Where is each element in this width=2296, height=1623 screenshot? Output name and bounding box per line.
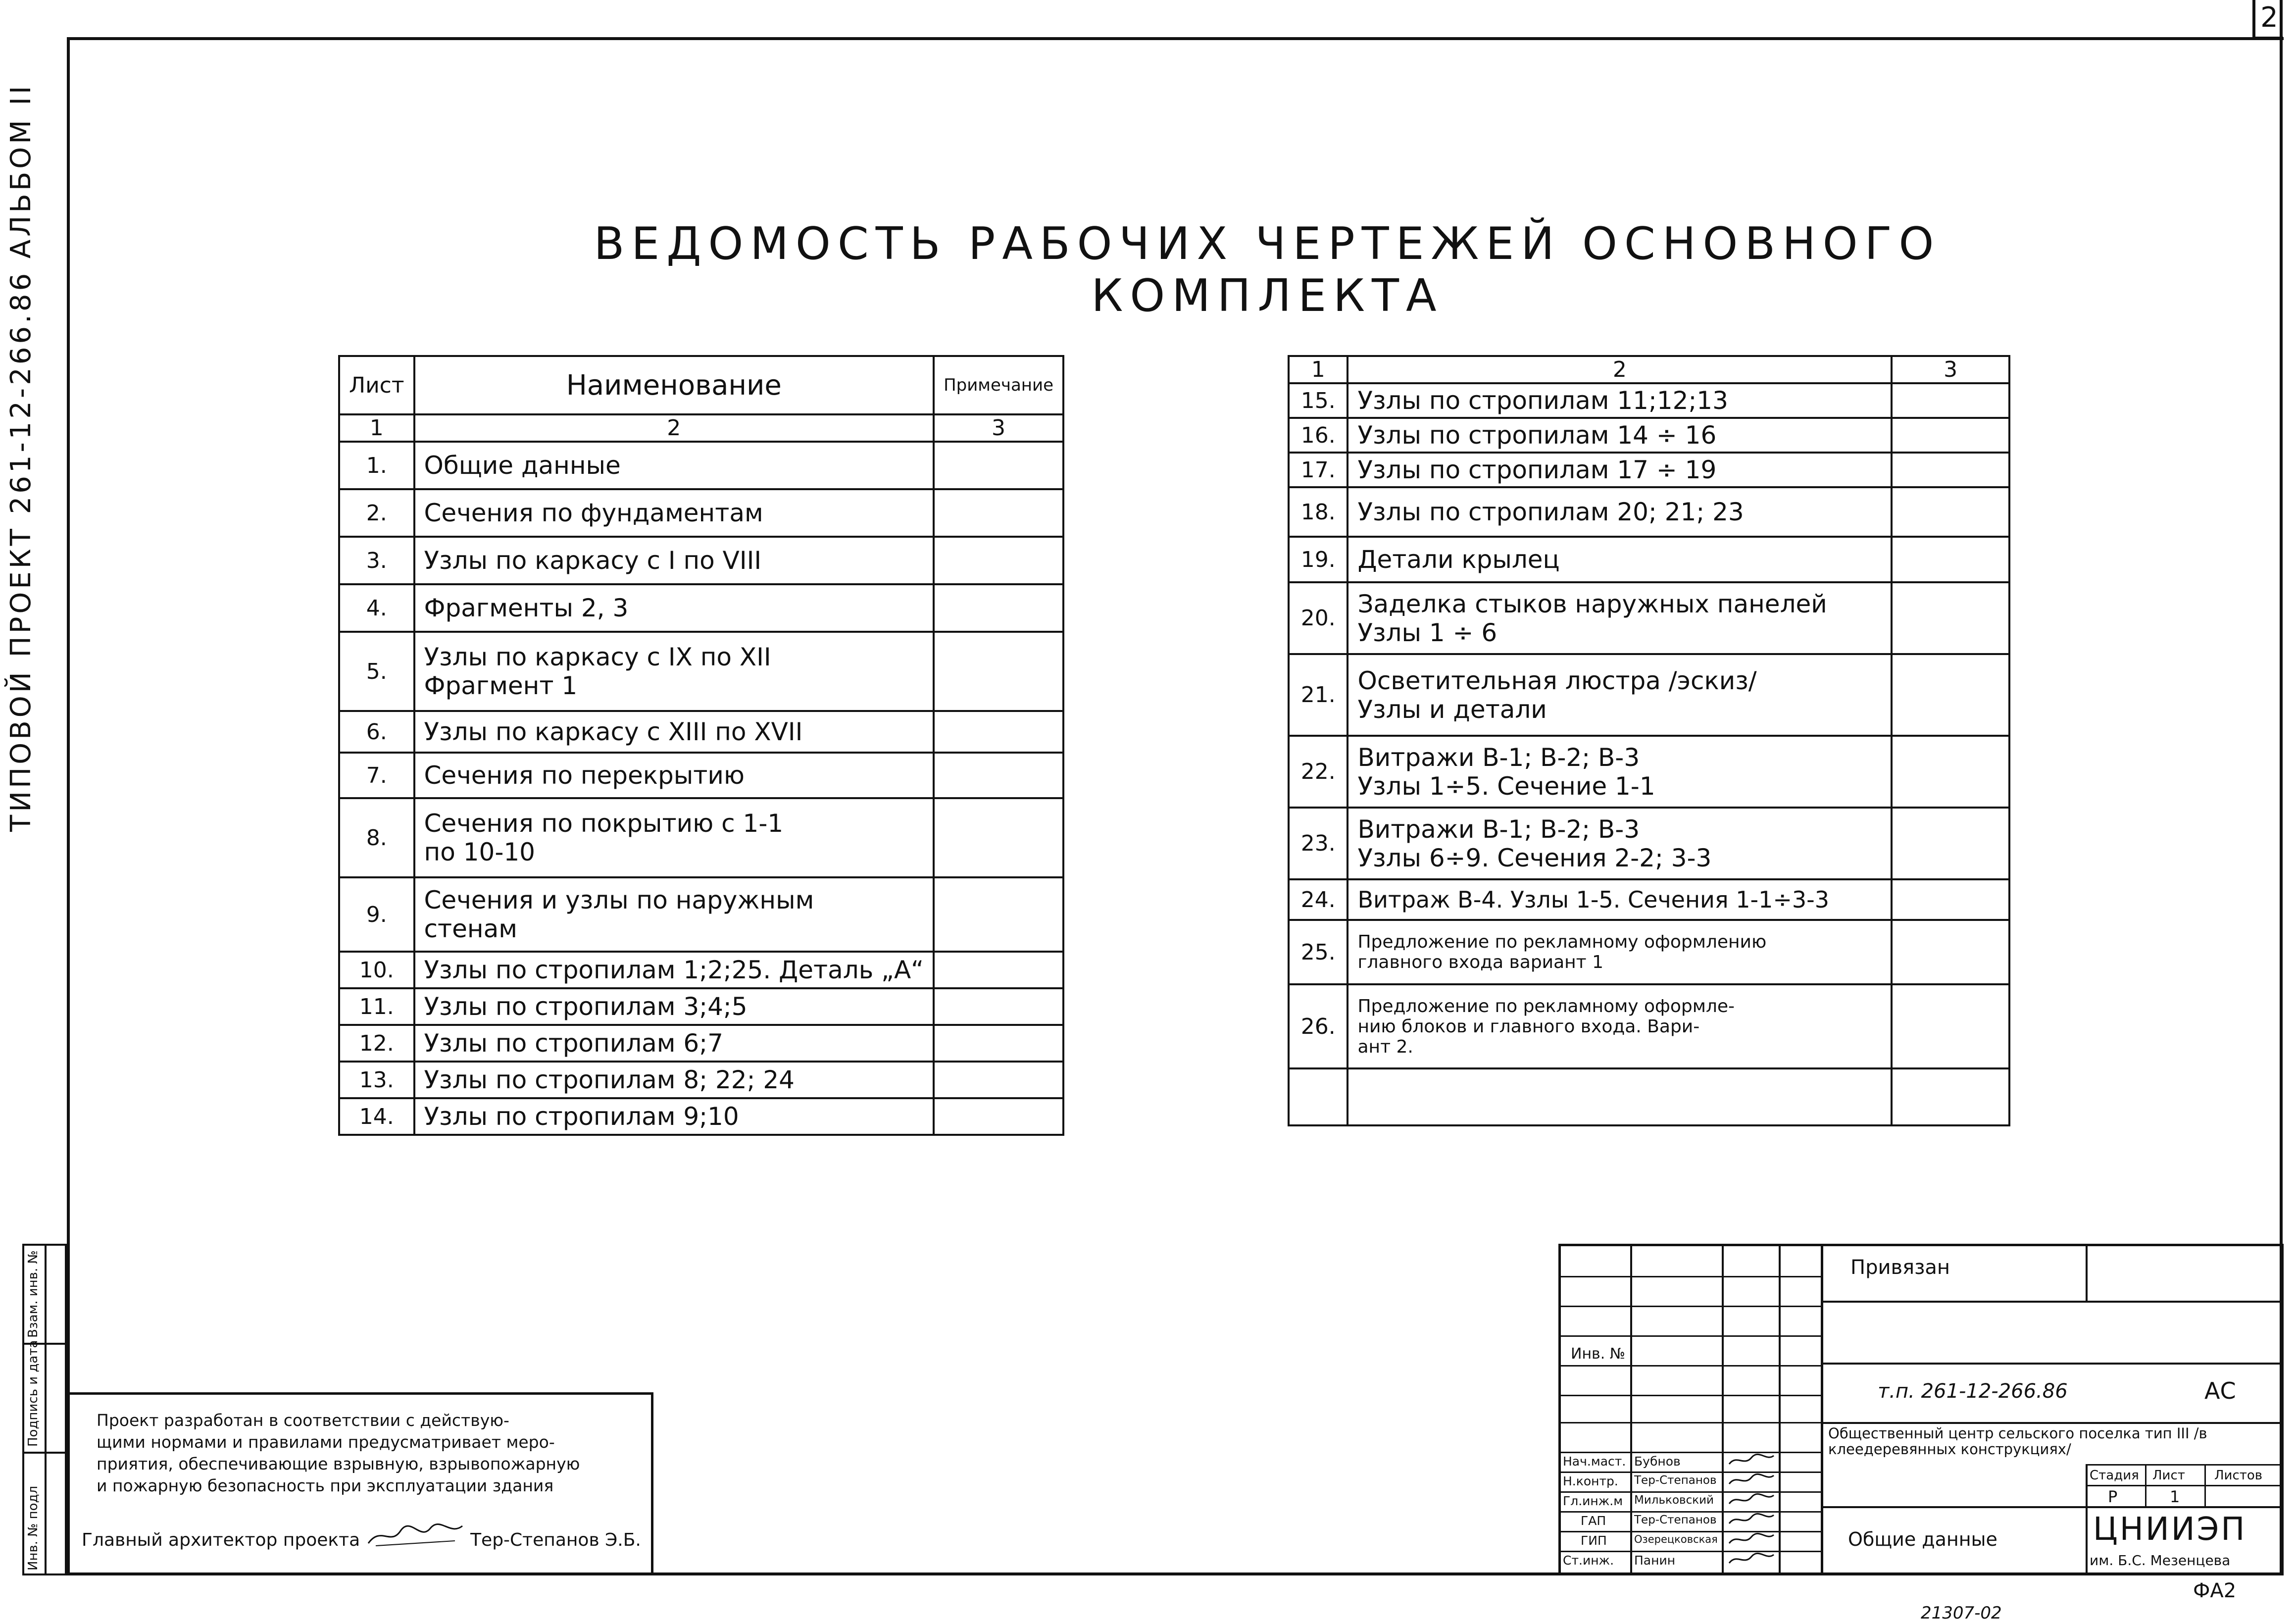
project-code: т.п. 261-12-266.86 — [1878, 1380, 2068, 1403]
row-number: 5. — [339, 632, 414, 711]
row-note — [1892, 984, 2009, 1068]
organization-name: ЦНИИЭП — [2093, 1511, 2247, 1548]
role-name: Мильковский — [1634, 1494, 1714, 1507]
table-row — [339, 877, 1063, 952]
table-row — [339, 952, 1063, 988]
row-name: Узлы по стропилам 6;7 — [414, 1025, 934, 1062]
side-col-sign: Подпись и дата — [26, 1340, 41, 1447]
table-row — [1289, 879, 2009, 920]
role-label: Ст.инж. — [1563, 1553, 1614, 1568]
role-name: Тер-Степанов — [1634, 1514, 1717, 1526]
row-note — [1892, 879, 2009, 920]
table-row — [339, 489, 1063, 537]
row-name: Общие данные — [414, 442, 934, 489]
row-note — [934, 537, 1063, 584]
row-note — [1892, 920, 2009, 984]
row-note — [1892, 453, 2009, 487]
table-row — [1289, 582, 2009, 654]
row-name: Детали крылец — [1348, 537, 1892, 582]
table-row — [339, 1098, 1063, 1135]
row-number: 12. — [339, 1025, 414, 1062]
row-note — [934, 711, 1063, 753]
chief-architect-label: Главный архитектор проекта — [82, 1530, 360, 1550]
row-note — [934, 952, 1063, 988]
right-drawings-table — [1288, 355, 2010, 1126]
table-row — [339, 584, 1063, 632]
row-name: Осветительная люстра /эскиз/ — [1357, 666, 1757, 695]
row-note — [934, 489, 1063, 537]
col-header-note: Примечание — [934, 356, 1063, 414]
role-name: Тер-Степанов — [1634, 1474, 1717, 1487]
table-row — [1289, 487, 2009, 537]
row-number: 20. — [1289, 582, 1348, 654]
table-row — [1289, 383, 2009, 418]
stage-value: Р — [2108, 1487, 2118, 1506]
role-label: Н.контр. — [1563, 1474, 1618, 1488]
chief-architect-name: Тер-Степанов Э.Б. — [470, 1530, 641, 1550]
left-drawings-table — [338, 355, 1064, 1136]
row-number — [1289, 1068, 1348, 1125]
row-name-line2: Узлы и детали — [1357, 695, 1547, 724]
row-number: 2. — [339, 489, 414, 537]
table-row — [1289, 808, 2009, 879]
table-row — [339, 711, 1063, 753]
table-row — [1289, 453, 2009, 487]
row-number: 25. — [1289, 920, 1348, 984]
row-name-line2: Узлы 6÷9. Сечения 2-2; 3-3 — [1357, 843, 1712, 872]
side-col-replace: Взам. инв. № — [26, 1250, 41, 1338]
sheets-label: Листов — [2214, 1468, 2263, 1483]
row-name: Сечения по фундаментам — [414, 489, 934, 537]
role-name: Озерецковская — [1634, 1533, 1718, 1545]
col-header-sheet: Лист — [339, 356, 414, 414]
col-header-name: Наименование — [414, 356, 934, 414]
row-number: 13. — [339, 1062, 414, 1098]
stage-label: Стадия — [2090, 1468, 2139, 1483]
table-row — [339, 1062, 1063, 1098]
sheet-title: Общие данные — [1848, 1528, 1997, 1550]
row-name-line2: Фрагмент 1 — [424, 671, 578, 700]
page-title: ВЕДОМОСТЬ РАБОЧИХ ЧЕРТЕЖЕЙ ОСНОВНОГО КОМПЛЕКТА — [594, 218, 1941, 322]
row-number: 1. — [339, 442, 414, 489]
row-name: Витражи В-1; В-2; В-3 — [1357, 814, 1640, 844]
row-note — [934, 753, 1063, 798]
row-number: 22. — [1289, 736, 1348, 808]
safety-note-text: Проект разработан в соответствии с действую- щими нормами и правилами предусматривает меро- приятия, обеспечивающие взрывную, взрывопожарную и пожарную безопасность при эксплуатации здания — [97, 1411, 580, 1495]
table-row — [339, 798, 1063, 877]
row-number: 17. — [1289, 453, 1348, 487]
safety-note-box — [67, 1392, 653, 1575]
table-row — [339, 753, 1063, 798]
stamp-signatures-icon — [1727, 1452, 1776, 1573]
sheet-label: Лист — [2152, 1468, 2185, 1483]
table-header-row — [339, 356, 1063, 414]
organization-subtitle: им. Б.С. Мезенцева — [2090, 1552, 2231, 1569]
row-number: 6. — [339, 711, 414, 753]
table-row — [1289, 537, 2009, 582]
row-number: 8. — [339, 798, 414, 877]
row-note — [1892, 1068, 2009, 1125]
row-name-line2: Узлы 1÷5. Сечение 1-1 — [1357, 771, 1655, 801]
row-note — [934, 877, 1063, 952]
side-inventory-strip — [0, 1244, 67, 1575]
row-name: Фрагменты 2, 3 — [414, 584, 934, 632]
row-name: Узлы по каркасу с XIII по XVII — [414, 711, 934, 753]
role-name: Бубнов — [1634, 1454, 1681, 1469]
table-row — [1289, 654, 2009, 736]
row-name-line2: нию блоков и главного входа. Вари- — [1357, 1016, 1700, 1037]
row-number: 4. — [339, 584, 414, 632]
col-number: 1 — [339, 414, 414, 442]
row-name: Сечения по покрытию с 1-1 — [424, 809, 784, 838]
row-name: Узлы по стропилам 9;10 — [414, 1098, 934, 1135]
row-name: Витраж В-4. Узлы 1-5. Сечения 1-1÷3-3 — [1348, 879, 1892, 920]
col-number: 1 — [1289, 356, 1348, 383]
row-name: Узлы по стропилам 17 ÷ 19 — [1348, 453, 1892, 487]
row-number: 16. — [1289, 418, 1348, 453]
row-name-line2: по 10-10 — [424, 838, 535, 866]
row-name: Узлы по стропилам 3;4;5 — [414, 988, 934, 1025]
row-name: Сечения и узлы по наружным — [424, 886, 814, 914]
table-row — [1289, 736, 2009, 808]
row-note — [934, 1062, 1063, 1098]
row-note — [1892, 383, 2009, 418]
row-name: Сечения по перекрытию — [414, 753, 934, 798]
row-note — [934, 988, 1063, 1025]
project-title: Общественный центр сельского поселка тип III /в клеедеревянных конструкциях/ — [1828, 1425, 2207, 1458]
table-row — [339, 988, 1063, 1025]
table-row — [339, 537, 1063, 584]
chief-architect-line — [82, 1516, 641, 1550]
row-name: Узлы по стропилам 20; 21; 23 — [1348, 487, 1892, 537]
architect-signature-icon — [366, 1521, 465, 1551]
col-number: 2 — [414, 414, 934, 442]
col-number: 3 — [1892, 356, 2009, 383]
row-number: 9. — [339, 877, 414, 952]
row-note — [1892, 418, 2009, 453]
format-label: ФА2 — [2193, 1579, 2237, 1602]
row-note — [934, 1098, 1063, 1135]
inv-no-label: Инв. № — [1571, 1345, 1626, 1363]
row-number: 18. — [1289, 487, 1348, 537]
sheet-number-box — [2252, 0, 2283, 40]
col-number: 2 — [1348, 356, 1892, 383]
row-note — [934, 798, 1063, 877]
table-row — [339, 442, 1063, 489]
table-row — [1289, 920, 2009, 984]
row-name-line2: Узлы 1 ÷ 6 — [1357, 618, 1497, 647]
table-row — [339, 1025, 1063, 1062]
row-name: Узлы по стропилам 1;2;25. Деталь „А“ — [414, 952, 934, 988]
role-label: Нач.маст. — [1563, 1454, 1626, 1469]
col-number-row — [1289, 356, 2009, 383]
sheet-number: 2 — [2260, 1, 2278, 34]
row-number: 26. — [1289, 984, 1348, 1068]
role-name: Панин — [1634, 1553, 1676, 1568]
row-number: 23. — [1289, 808, 1348, 879]
row-note — [934, 1025, 1063, 1062]
row-name: Витражи В-1; В-2; В-3 — [1357, 743, 1640, 772]
row-number: 7. — [339, 753, 414, 798]
row-name: Узлы по стропилам 14 ÷ 16 — [1348, 418, 1892, 453]
row-note — [934, 442, 1063, 489]
sheet-value: 1 — [2170, 1487, 2180, 1506]
row-name: Узлы по стропилам 11;12;13 — [1348, 383, 1892, 418]
table-row — [1289, 1068, 2009, 1125]
col-number-row — [339, 414, 1063, 442]
title-block-stamp — [1558, 1244, 2284, 1575]
row-name: Предложение по рекламному оформле- — [1357, 996, 1735, 1016]
row-name-line2: главного входа вариант 1 — [1357, 952, 1603, 972]
row-name — [1348, 1068, 1892, 1125]
row-name: Предложение по рекламному оформлению — [1357, 932, 1767, 952]
row-note — [1892, 487, 2009, 537]
row-number: 10. — [339, 952, 414, 988]
row-name-line2: стенам — [424, 914, 517, 943]
row-number: 21. — [1289, 654, 1348, 736]
row-name: Узлы по каркасу с IX по XII — [424, 643, 771, 671]
row-number: 11. — [339, 988, 414, 1025]
row-note — [934, 584, 1063, 632]
section-code: АС — [2204, 1377, 2236, 1404]
role-label: ГАП — [1581, 1514, 1606, 1528]
row-name-line3: ант 2. — [1357, 1036, 1413, 1057]
table-row — [339, 632, 1063, 711]
row-name: Заделка стыков наружных панелей — [1357, 589, 1827, 618]
row-note — [1892, 736, 2009, 808]
side-col-inv: Инв. № подл — [26, 1485, 41, 1571]
row-note — [934, 632, 1063, 711]
table-row — [1289, 984, 2009, 1068]
role-label: ГИП — [1581, 1533, 1607, 1548]
row-name: Узлы по стропилам 8; 22; 24 — [414, 1062, 934, 1098]
role-label: Гл.инж.м — [1563, 1494, 1623, 1508]
row-number: 14. — [339, 1098, 414, 1135]
row-note — [1892, 808, 2009, 879]
bottom-code: 21307-02 — [1921, 1603, 2002, 1623]
row-note — [1892, 582, 2009, 654]
row-number: 19. — [1289, 537, 1348, 582]
row-number: 3. — [339, 537, 414, 584]
col-number: 3 — [934, 414, 1063, 442]
row-number: 24. — [1289, 879, 1348, 920]
row-number: 15. — [1289, 383, 1348, 418]
table-row — [1289, 418, 2009, 453]
row-note — [1892, 654, 2009, 736]
side-project-label: ТИПОВОЙ ПРОЕКТ 261-12-266.86 АЛЬБОМ II — [5, 83, 37, 832]
bound-label: Привязан — [1850, 1256, 1950, 1279]
row-note — [1892, 537, 2009, 582]
row-name: Узлы по каркасу с I по VIII — [414, 537, 934, 584]
